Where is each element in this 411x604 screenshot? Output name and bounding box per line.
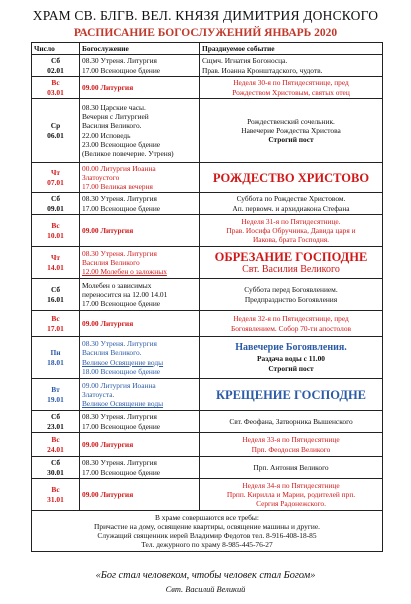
feast-cell: Прп. Антония Великого [200, 457, 383, 479]
date-cell: Пн 18.01 [32, 337, 80, 379]
service-cell: 08.30 Царские часы. Вечерня с Литургией Василия Великого. 22.00 Исповедь 23.00 Всенощное бдение (Великое повечерие. Утреня) [80, 99, 200, 163]
header-service: Богослужение [80, 43, 200, 55]
feast-cell: Неделя 34-я по Пятидесятнице Прпп. Кирилла и Марии, родителей прп. Сергия Радонежского. [200, 479, 383, 511]
service-cell: 08.30 Утреня. Литургия 17.00 Всенощное бдение [80, 411, 200, 433]
feast-cell: Сщмч. Игнатия Богоносца. Прав. Иоанна Кронштадского, чудотв. [200, 55, 383, 77]
page-title: ХРАМ СВ. БЛГВ. ВЕЛ. КНЯЗЯ ДИМИТРИЯ ДОНСКОГО [32, 8, 379, 23]
date-cell: Сб 02.01 [32, 55, 80, 77]
feast-cell: Рождественский сочельник. Навечерие Рождества Христова Строгий пост [200, 99, 383, 163]
date-cell: Чт 07.01 [32, 163, 80, 193]
service-cell: Молебен о зависимых переносится на 12.00 14.01 17.00 Всенощное бдение [80, 279, 200, 311]
table-row [32, 163, 383, 193]
table-row [32, 433, 383, 457]
date-cell: Вс 31.01 [32, 479, 80, 511]
service-cell: 08.30 Утреня. Литургия 17.00 Всенощное бдение [80, 457, 200, 479]
table-row [32, 55, 383, 77]
date-cell: Сб 23.01 [32, 411, 80, 433]
date-cell: Вт 19.01 [32, 379, 80, 411]
table-row [32, 411, 383, 433]
feast-cell: КРЕЩЕНИЕ ГОСПОДНЕ [200, 379, 383, 411]
service-cell: 09.00 Литургия [80, 433, 200, 457]
feast-cell: Суббота перед Богоявлением. Предпразднство Богоявления [200, 279, 383, 311]
footer-row [32, 511, 383, 552]
service-cell: 08.30 Утреня. Литургия 17.00 Всенощное бдение [80, 55, 200, 77]
service-cell: 09.00 Литургия [80, 479, 200, 511]
table-row [32, 279, 383, 311]
table-row [32, 193, 383, 215]
feast-cell: Свт. Феофана, Затворника Вышенского [200, 411, 383, 433]
date-cell: Сб 30.01 [32, 457, 80, 479]
service-cell: 09.00 Литургия [80, 311, 200, 337]
service-cell: 08.30 Утреня. Литургия Василия Великого 12.00 Молебен о заложных [80, 247, 200, 279]
feast-cell: Навечерие Богоявления. Раздача воды с 11.00 Строгий пост [200, 337, 383, 379]
feast-cell: Суббота по Рождестве Христовом. Ап. первомч. и архидиакона Стефана [200, 193, 383, 215]
table-row [32, 337, 383, 379]
date-cell: Сб 09.01 [32, 193, 80, 215]
footer-info: В храме совершаются все требы: Причастие на дому, освящение квартиры, освящение машины и другие. Служащий священник иерей Владимир Федотов тел. 8-916-408-18-85 Тел. дежурного по храму 8-985-445-76-27 [32, 511, 383, 552]
date-cell: Вс 24.01 [32, 433, 80, 457]
date-cell: Ср 06.01 [32, 99, 80, 163]
date-cell: Чт 14.01 [32, 247, 80, 279]
service-cell: 09.00 Литургия [80, 77, 200, 99]
feast-cell: РОЖДЕСТВО ХРИСТОВО [200, 163, 383, 193]
quote-author: Свт. Василий Великий [165, 585, 246, 594]
feast-cell: Неделя 30-я по Пятидесятнице, пред Рождеством Христовым, святых отец [200, 77, 383, 99]
table-row [32, 99, 383, 163]
header-feast: Празднуемое событие [200, 43, 383, 55]
date-cell: Вс 03.01 [32, 77, 80, 99]
feast-cell: ОБРЕЗАНИЕ ГОСПОДНЕ Свт. Василия Великого [200, 247, 383, 279]
date-cell: Вс 17.01 [32, 311, 80, 337]
feast-cell: Неделя 32-я по Пятидесятнице, пред Богоявлением. Собор 70-ти апостолов [200, 311, 383, 337]
date-cell: Вс 10.01 [32, 215, 80, 247]
service-cell: 08.30 Утреня. Литургия Василия Великого. Великое Освящение воды 18.00 Всенощное бдение [80, 337, 200, 379]
feast-cell: Неделя 31-я по Пятидесятнице. Прав. Иосифа Обручника, Давида царя и Иакова, брата Господня. [200, 215, 383, 247]
service-cell: 09.00 Литургия [80, 215, 200, 247]
service-cell: 09.00 Литургия Иоанна Златоуста. Великое Освящение воды [80, 379, 200, 411]
service-cell: 08.30 Утреня. Литургия 17.00 Всенощное бдение [80, 193, 200, 215]
schedule-table [31, 42, 383, 552]
date-cell: Сб 16.01 [32, 279, 80, 311]
table-row [32, 311, 383, 337]
table-row [32, 77, 383, 99]
table-row [32, 479, 383, 511]
table-row [32, 379, 383, 411]
header-date: Число [32, 43, 80, 55]
service-cell: 00.00 Литургия Иоанна Златоустого 17.00 Великая вечерня [80, 163, 200, 193]
quote-text: «Бог стал человеком, чтобы человек стал Богом» [95, 570, 316, 581]
table-row [32, 457, 383, 479]
feast-cell: Неделя 33-я по Пятидесятнице Прп. Феодосия Великого [200, 433, 383, 457]
table-row [32, 247, 383, 279]
table-row [32, 215, 383, 247]
page-subtitle: РАСПИСАНИЕ БОГОСЛУЖЕНИЙ ЯНВАРЬ 2020 [73, 27, 338, 39]
table-header [32, 43, 383, 55]
